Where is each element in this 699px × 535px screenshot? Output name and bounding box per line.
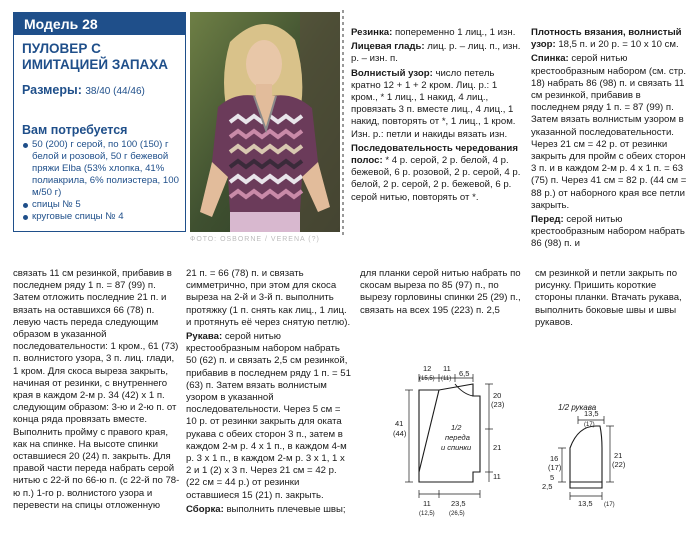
stockinette-text: лиц. р. – лиц. п., изн. р. – изн. п. xyxy=(351,41,521,65)
sequence-paragraph xyxy=(351,143,523,204)
front-back-schematic xyxy=(385,364,510,524)
gauge-back-column xyxy=(531,27,691,251)
back-paragraph xyxy=(531,53,691,212)
sleeve-dim-left-3: 5 xyxy=(550,473,555,482)
band-column: для планки серой нитью набрать по скосам выреза по 85 (97) п., по вырезу горловины спинки 25 (29) п., связать на всех 195 (223) п. 2,5 xyxy=(360,268,521,316)
sleeve-dim-left-2: (17) xyxy=(548,463,562,472)
sequence-label: Последовательность чередования полос: xyxy=(351,142,518,167)
assembly-label: Сборка: xyxy=(186,503,224,515)
dim-right-2: (23) xyxy=(491,400,505,409)
dim-left-2: (44) xyxy=(393,429,407,438)
sleeve-dim-bottom-1: 13,5 xyxy=(578,499,593,508)
front-symmetric-paragraph: 21 п. = 66 (78) п. и связать симметрично, при этом для скоса выреза на 2-й и 3-й п. выполнить протяжку (1 п. снять как лиц., 1 лиц. и протянуть её через снятую петлю). xyxy=(186,268,351,328)
gauge-text: 18,5 п. и 20 р. = 10 х 10 см. xyxy=(555,39,679,51)
column-divider xyxy=(342,10,344,235)
gauge-label: Плотность вязания, волнистый узор: xyxy=(531,27,682,51)
stockinette-paragraph xyxy=(351,41,523,65)
model-header-box xyxy=(13,12,186,232)
front-continued-column: связать 11 см резинкой, прибавив в последнем ряду 1 п. = 87 (99) п. Затем отложить последние 21 п. и вязать на оставшихся 66 (78) п. левую часть переда следующим образом в указанной последовательности: 1 кром., 61 (73) п. волнистого узора, 3 п. лиц. глади, 1 кром. Для скоса выреза закрыть, начиная от резинки, с внутреннего края в каждом 2-м р. 34 (42) х 1 п. следующим образом: 3-ю и 2-ю п. от конца ряда провязать вместе. Выполнить пройму с правого края, как на спинке. На высоте спинки оставшиеся 20 (24) п. закрыть. Для правой части переда набрать серой нитью с 22-й по 66-ю п. (с 22-й по 78-ю п.) 1-го р. волнистого узора и перевести на спицы отложенную xyxy=(13,268,180,511)
sleeve-dim-top-2: (17) xyxy=(584,422,595,428)
dim-top-1: 12 xyxy=(423,364,432,373)
materials-item-yarn: 50 (200) г серой, по 100 (150) г белой и розовой, 50 г бежевой пряжи Elba (53% хлопка, 41% полиакрила, 6% полиэстера, 100 м/50 г) xyxy=(22,139,182,199)
sleeve-dim-right-1: 21 xyxy=(614,451,623,460)
page-title: ПУЛОВЕР С ИМИТАЦИЕЙ ЗАПАХА xyxy=(22,41,169,72)
sleeves-column xyxy=(186,268,351,516)
schematic-label-1: 1/2 xyxy=(451,423,462,432)
sizes-line xyxy=(22,83,145,97)
sleeves-label: Рукава: xyxy=(186,331,223,343)
assembly-paragraph xyxy=(186,504,351,516)
dim-top-3: 6,5 xyxy=(459,369,470,378)
schematic-label-2: переда xyxy=(445,433,470,442)
stockinette-label: Лицевая гладь: xyxy=(351,41,425,53)
dim-top-1b: (15,5) xyxy=(419,376,435,382)
patterns-column xyxy=(351,27,523,204)
sequence-text: * 4 р. серой, 2 р. белой, 4 р. бежевой, 6 р. розовой, 2 р. серой, 4 р. белой, 2 р. серой, 2 р. бежевой, 6 р. серой нитью, повторять от *. xyxy=(351,155,521,203)
sleeves-paragraph xyxy=(186,331,351,502)
sleeve-dim-left-1: 16 xyxy=(550,454,559,463)
sleeve-schematic xyxy=(528,396,638,511)
sleeve-dim-top-1: 13,5 xyxy=(584,409,599,418)
dim-bottom-1b: (12,5) xyxy=(419,511,435,517)
wave-label: Волнистый узор: xyxy=(351,67,433,79)
assembly-text: выполнить плечевые швы; xyxy=(223,503,346,515)
sleeve-dim-right-2: (22) xyxy=(612,460,626,469)
back-text: серой нитью крестообразным набором (см. стр. 18) набрать 86 (98) п. и связать 11 см резинкой, прибавив в последнем ряду 1 п. = 87 (99) п. Затем вязать волнистым узором в указанной последовательности. Через 21 см = 42 р. от резинки закрыть для пройм с обеих сторон 3 п. и в каждом 2-м р. 4 х 1 п. = 63 (75) п. Через 41 см = 82 р. (44 см = 88 р.) от наборного края все петли закрыть. xyxy=(531,53,687,211)
rib-text: попеременно 1 лиц., 1 изн. xyxy=(392,27,516,38)
sizes-label: Размеры: xyxy=(22,83,82,97)
materials-list xyxy=(22,139,182,223)
front-label: Перед: xyxy=(531,214,564,226)
sleeve-title: 1/2 рукава xyxy=(558,403,597,412)
dim-right-4: 11 xyxy=(493,472,501,481)
sleeve-dim-bottom-2: (17) xyxy=(604,502,615,508)
wave-paragraph xyxy=(351,68,523,141)
dim-left-1: 41 xyxy=(395,419,404,428)
model-photo xyxy=(190,12,340,232)
sleeves-text: серой нитью крестообразным набором набрать 50 (62) п. и связать 2,5 см резинкой, прибавив в последнем ряду 1 п. = 51 (63) п. Затем вязать волнистым узором в указанной последовательности. Через 5 см = 10 р. от резинки закрыть для оката рукава с обеих сторон 3 п., затем в каждом 2-м р. 4 х 1 п., в каждом 4-м р. 3 х 1 п., в каждом 2-м р. 3 х 1, 1 х 2 и 1 (2) х 3 п. Через 21 см = 42 р. (22 см = 44 р.) от резинки оставшиеся 15 (21) п. закрыть. xyxy=(186,331,351,501)
materials-heading: Вам потребуется xyxy=(22,123,128,137)
dim-bottom-1: 11 xyxy=(423,499,431,508)
sizes-value: 38/40 (44/46) xyxy=(85,86,145,97)
dim-right-3: 21 xyxy=(493,443,502,452)
materials-item-circular-needles: круговые спицы № 4 xyxy=(22,211,182,223)
front-text: серой нитью крестообразным набором набрать 86 (98) п. и xyxy=(531,214,685,250)
rib-paragraph xyxy=(351,27,523,39)
sleeve-dim-cuff: 2,5 xyxy=(542,482,553,491)
dim-right-1: 20 xyxy=(493,391,502,400)
materials-item-needles: спицы № 5 xyxy=(22,199,182,211)
rib-label: Резинка: xyxy=(351,27,393,38)
photo-illustration xyxy=(190,12,340,232)
photo-caption: ФОТО: OSBORNE / VERENA (?) xyxy=(190,236,320,243)
dim-bottom-2b: (26,5) xyxy=(449,511,465,517)
back-label: Спинка: xyxy=(531,53,569,65)
finishing-column: см резинкой и петли закрыть по рисунку. Пришить короткие стороны планки. Втачать рукава, выполнить боковые швы и швы рукавов. xyxy=(535,268,682,328)
gauge-paragraph xyxy=(531,27,691,51)
dim-top-2: 11 xyxy=(443,364,451,373)
front-paragraph xyxy=(531,214,691,251)
schematic-label-3: и спинки xyxy=(441,443,472,452)
dim-top-2b: (11) xyxy=(441,376,452,382)
dim-bottom-2: 23,5 xyxy=(451,499,466,508)
model-number: Модель 28 xyxy=(14,13,185,35)
wave-text: число петель кратно 12 + 1 + 2 кром. Лиц. р.: 1 кром., * 1 лиц., 1 накид, 4 лиц., провязать 3 п. вместе лиц., 4 лиц., 1 накид, повторять от *, 1 лиц., 1 кром. Изн. р.: петли и накиды вязать изн. xyxy=(351,67,516,140)
